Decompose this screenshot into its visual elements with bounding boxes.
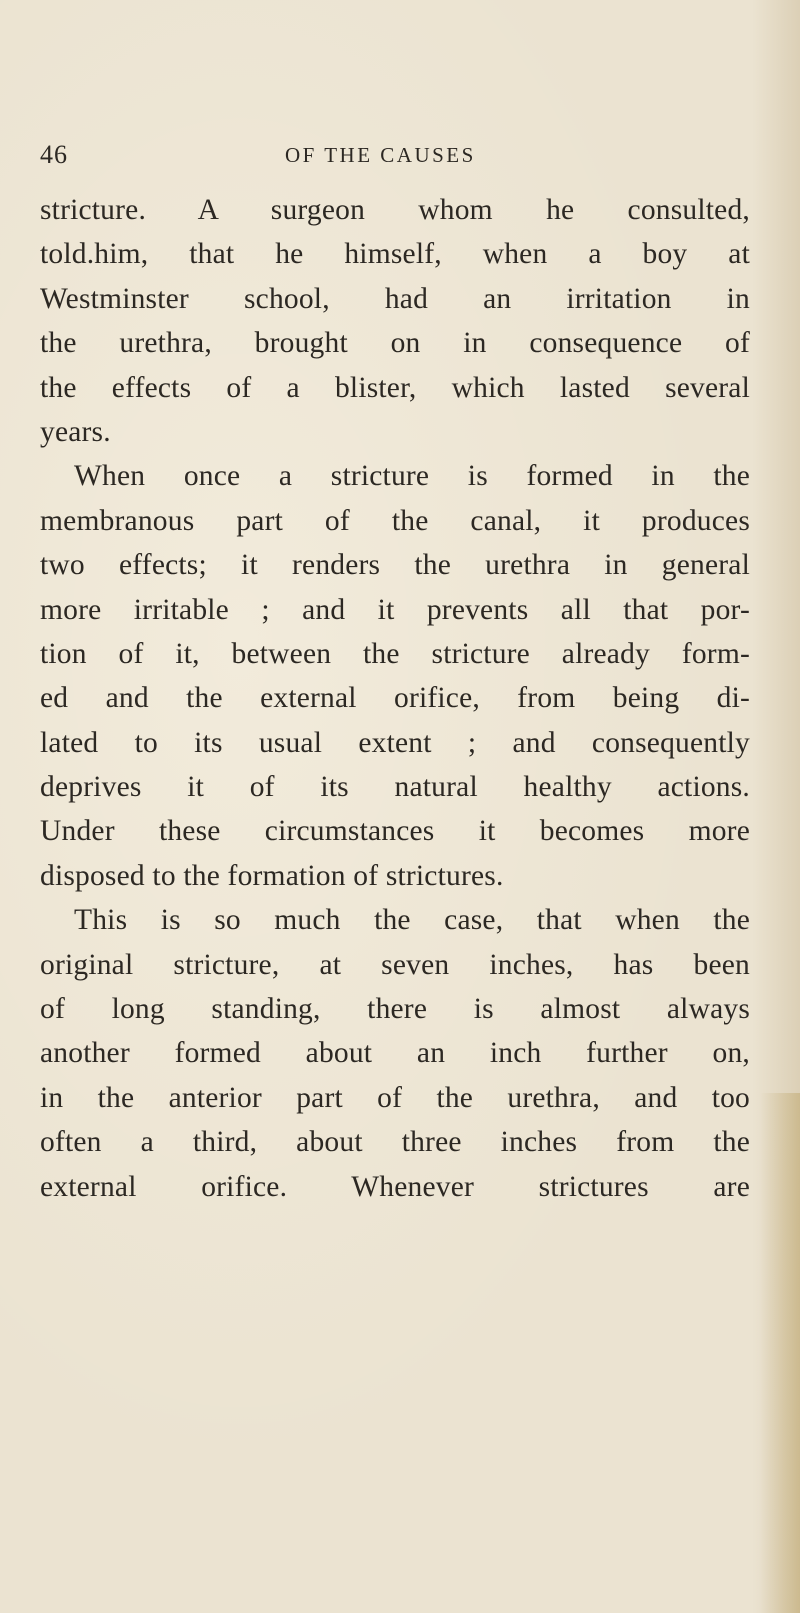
text-line: more irritable ; and it prevents all that por- xyxy=(40,593,750,626)
text-line: of long standing, there is almost always xyxy=(40,993,750,1026)
text-line: When once a stricture is formed in the xyxy=(74,460,750,493)
text-line: This is so much the case, that when the xyxy=(74,904,750,937)
text-line: external orifice. Whenever strictures are xyxy=(40,1170,750,1203)
text-line: ed and the external orifice, from being di- xyxy=(40,682,750,715)
text-line: years. xyxy=(40,415,111,448)
text-line: the urethra, brought on in consequence of xyxy=(40,327,750,360)
text-line: Westminster school, had an irritation in xyxy=(40,282,750,315)
text-line: in the anterior part of the urethra, and too xyxy=(40,1081,750,1114)
text-line: Under these circumstances it becomes more xyxy=(40,815,750,848)
text-line: membranous part of the canal, it produces xyxy=(40,504,750,537)
text-line: disposed to the formation of strictures. xyxy=(40,859,504,892)
page-number: 46 xyxy=(40,140,68,169)
page-header xyxy=(40,140,740,180)
text-line: the effects of a blister, which lasted several xyxy=(40,371,750,404)
text-line: tion of it, between the stricture already form- xyxy=(40,637,750,670)
text-line: another formed about an inch further on, xyxy=(40,1037,750,1070)
text-line: told.him, that he himself, when a boy at xyxy=(40,238,750,271)
text-line: deprives it of its natural healthy actions. xyxy=(40,771,750,804)
body-text xyxy=(40,188,750,1209)
running-head: OF THE CAUSES xyxy=(285,143,476,167)
text-line: original stricture, at seven inches, has been xyxy=(40,948,750,981)
text-line: lated to its usual extent ; and consequently xyxy=(40,726,750,759)
page-edge-stain xyxy=(760,1093,800,1613)
text-line: two effects; it renders the urethra in general xyxy=(40,549,750,582)
text-line: often a third, about three inches from the xyxy=(40,1126,750,1159)
text-line: stricture. A surgeon whom he consulted, xyxy=(40,194,750,226)
